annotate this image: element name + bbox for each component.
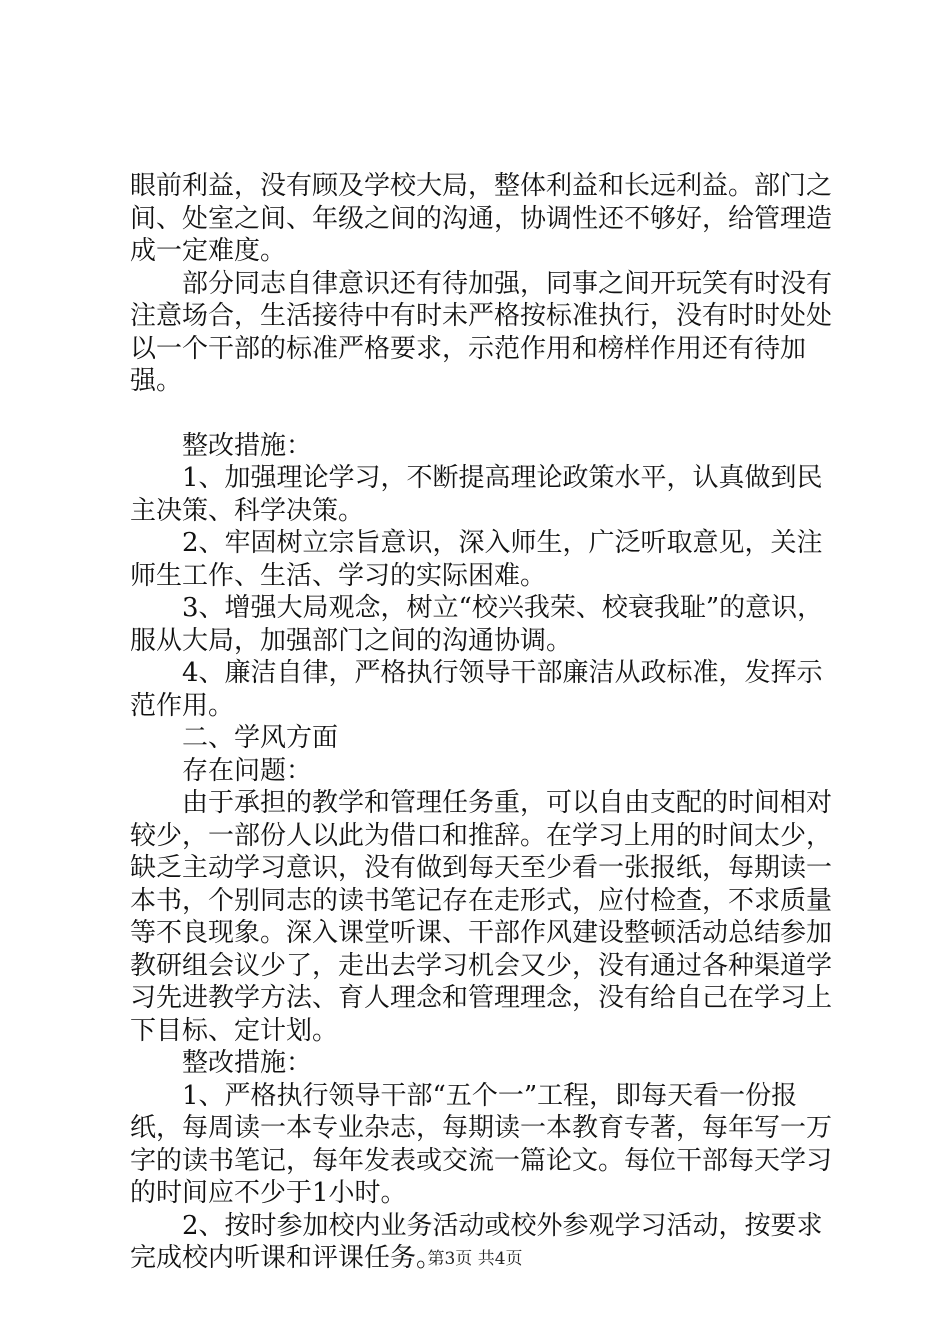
measure-item-1: 1、加强理论学习，不断提高理论政策水平，认真做到民主决策、科学决策。 [130,463,823,526]
measure-item-3: 3、增强大局观念，树立“校兴我荣、校衰我耻”的意识，服从大局，加强部门之间的沟通协调。 [130,593,824,656]
section-heading-study-style: 二、学风方面 [182,723,339,753]
paragraph-self-discipline: 部分同志自律意识还有待加强，同事之间开玩笑有时没有注意场合，生活接待中有时未严格按标准执行，没有时时处处以一个干部的标准严格要求，示范作用和榜样作用还有待加强。 [130,268,833,396]
heading-rectification-measures: 整改措施： [182,430,313,461]
heading-rectification-measures-2: 整改措施： [182,1048,313,1078]
document-body [130,170,844,1275]
page-number-footer: 第3页 共4页 [427,1249,523,1269]
study-measure-item-2: 2、按时参加校内业务活动或校外参观学习活动，按要求完成校内听课和评课任务。 [130,1210,823,1273]
paragraph-study-problems: 由于承担的教学和管理任务重，可以自由支配的时间相对较少，一部份人以此为借口和推辞。在学习上用的时间太少，缺乏主动学习意识，没有做到每天至少看一张报纸，每期读一本书，个别同志的读书笔记存在走形式，应付检查，不求质量等不良现象。深入课堂听课、干部作风建设整顿活动总结参加教研组会议少了，走出去学习机会又少，没有通过各种渠道学习先进教学方法、育人理念和管理理念，没有给自己在学习上下目标、定计划。 [130,788,833,1046]
measure-item-4: 4、廉洁自律，严格执行领导干部廉洁从政标准，发挥示范作用。 [130,658,823,721]
heading-existing-problems: 存在问题： [182,755,313,786]
paragraph-continued-interests: 眼前利益，没有顾及学校大局，整体利益和长远利益。部门之间、处室之间、年级之间的沟通，协调性还不够好，给管理造成一定难度。 [130,171,833,266]
study-measure-item-1: 1、严格执行领导干部“五个一”工程，即每天看一份报纸，每周读一本专业杂志，每期读一本教育专著，每年写一万字的读书笔记，每年发表或交流一篇论文。每位干部每天学习的时间应不少于1小时。 [130,1080,833,1208]
measure-item-2: 2、牢固树立宗旨意识，深入师生，广泛听取意见，关注师生工作、生活、学习的实际困难。 [130,528,823,591]
